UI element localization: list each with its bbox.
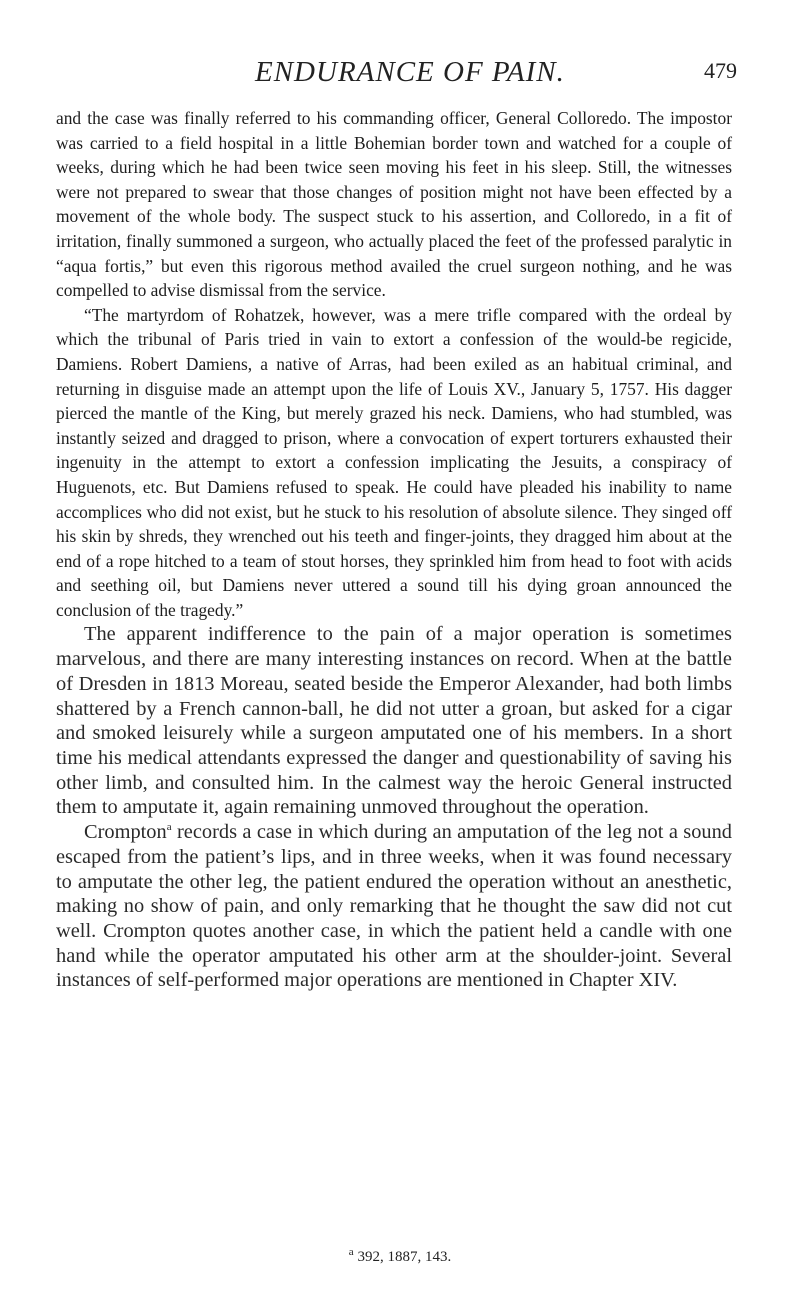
paragraph-damiens: “The martyrdom of Rohatzek, however, was a mere trifle compared with the ordeal by which the tribunal of Paris tried in vain to extort a confession of the would-be regicide, Damiens. Robert Damiens, a native of Arras, had been exiled as an habitual criminal, and returning in disguise made an attempt upon the life of Louis XV., January 5, 1757. His dagger pierced the mantle of the King, but merely grazed his neck. Damiens, who had stumbled, was instantly seized and dragged to prison, where a convocation of expert torturers exhausted their ingenuity in the attempt to extort a confession implicating the Jesuits, a conspiracy of Huguenots, etc. But Damiens refused to speak. He could have pleaded his inability to name accomplices who did not exist, but he stuck to his resolution of absolute silence. They singed off his skin by shreds, they wrenched out his teeth and finger-joints, they dragged him about at the end of a rope hitched to a team of stout horses, they sprinkled him from head to foot with acids and seething oil, but Damiens never uttered a sound till his dying groan announced the conclusion of the tragedy.” — [56, 304, 732, 620]
running-head: ENDURANCE OF PAIN. — [255, 56, 565, 88]
footnote-reference: a — [166, 821, 172, 834]
paragraph-crompton — [56, 820, 732, 993]
footnote-mark: a — [348, 1246, 354, 1258]
page-number: 479 — [704, 58, 737, 83]
footnote-text: 392, 1887, 143. — [353, 1249, 452, 1265]
crompton-name: Crompton — [84, 821, 167, 844]
paragraph-moreau: The apparent indifference to the pain of a major operation is sometimes marvelous, and there are many interesting instances on record. When at the battle of Dresden in 1813 Moreau, seated beside the Emperor Alexander, had both limbs shattered by a French cannon-ball, he did not utter a groan, but asked for a cigar and smoked leisurely while a surgeon amputated one of his members. In a short time his medical attendants expressed the danger and questionability of saving his other limb, and consulted him. In the calmest way the heroic General instructed them to amputate it, again remaining unmoved throughout the operation. — [56, 623, 732, 819]
body-text — [56, 106, 732, 993]
footnote — [0, 1246, 800, 1266]
crompton-text: records a case in which during an amputation of the leg not a sound escaped from the patient’s lips, and in three weeks, when it was found necessary to amputate the other leg, the patient endured the operation without an anesthetic, making no show of pain, and only remarking that he thought the saw did not cut well. Crompton quotes another case, in which the patient held a candle with one hand while the operator amputated his other arm at the shoulder-joint. Several instances of self-performed major operations are mentioned in Chapter XIV. — [56, 821, 732, 992]
paragraph-colloredo: and the case was finally referred to his commanding officer, General Colloredo. The impostor was carried to a field hospital in a little Bohemian border town and watched for a couple of weeks, during which he had been twice seen moving his feet in his sleep. Still, the witnesses were not prepared to swear that those changes of position might not have been effected by a movement of the whole body. The suspect stuck to his assertion, and Colloredo, in a fit of irritation, finally summoned a surgeon, who actually placed the feet of the professed paralytic in “aqua fortis,” but even this rigorous method availed the cruel surgeon nothing, and he was compelled to advise dismissal from the service. — [56, 108, 732, 301]
